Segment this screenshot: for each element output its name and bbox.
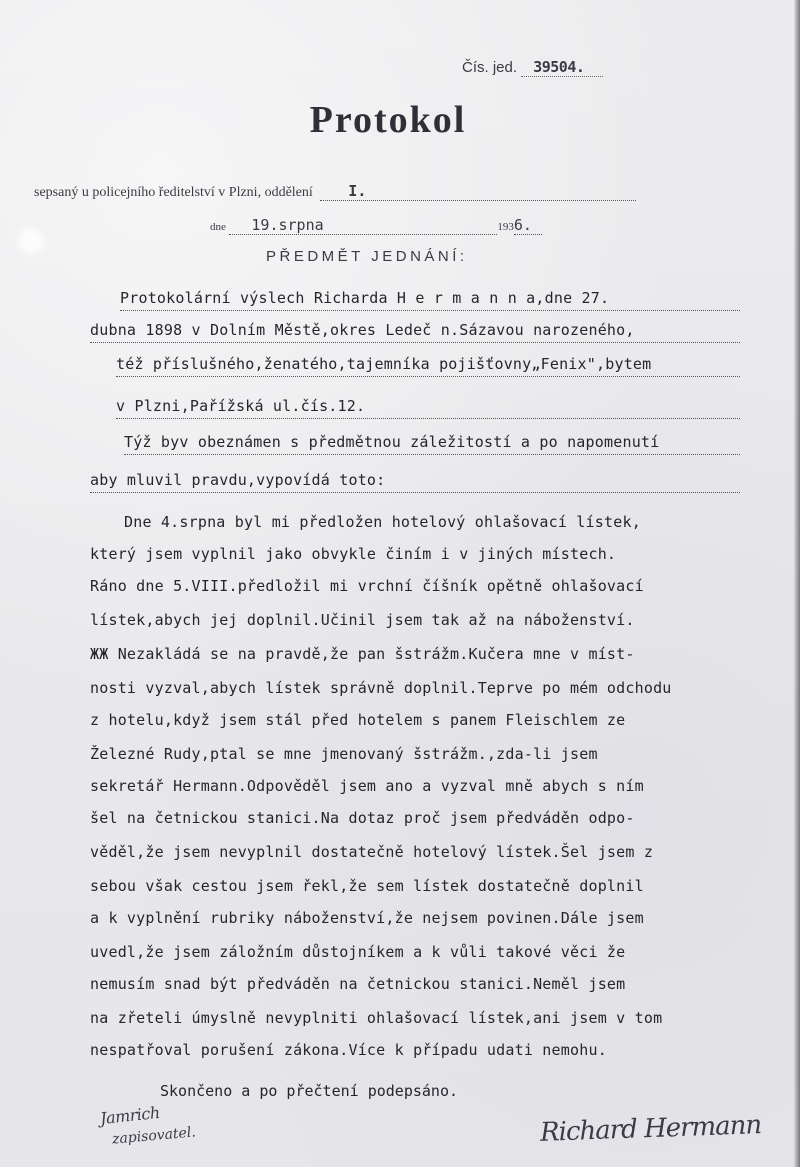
body-line-2: dubna 1898 v Dolním Městě,okres Ledeč n.Sázavou narozeného,: [90, 320, 740, 343]
body-line-4: v Plzni,Pařížská ul.čís.12.: [116, 396, 740, 419]
reference-number-label: Čís. jed.: [462, 59, 518, 76]
clerk-role: zapisovatel.: [111, 1124, 197, 1148]
body-line-10: lístek,abych jej doplnil.Učinil jsem tak až na náboženství.: [90, 611, 635, 629]
department-value: I.: [320, 182, 636, 201]
body-line-20: uvedl,že jsem záložním důstojníkem a k vůli takové věci že: [90, 943, 626, 961]
body-line-11: ЖЖ Nezakládá se na pravdě,že pan šstrážm.Kučera mne v míst-: [90, 645, 635, 663]
document-title: Protokol: [309, 99, 467, 141]
body-line-9: Ráno dne 5.VIII.předložil mi vrchní číšník opětně ohlašovací: [90, 577, 644, 595]
body-line-3: též příslušného,ženatého,tajemníka pojišťovny„Fenix",bytem: [116, 354, 740, 377]
year-prefix: 193: [497, 221, 514, 233]
body-line-14: Železné Rudy,ptal se mne jmenovaný šstrážm.,zda-li jsem: [90, 745, 598, 763]
date-label: dne: [210, 221, 226, 233]
date-value: 19.srpna: [229, 216, 497, 235]
clerk-signature: Jamrich: [99, 1102, 161, 1129]
body-line-16: šel na četnickou stanici.Na dotaz proč jsem předváděn odpo-: [90, 809, 635, 827]
body-line-12: nosti vyzval,abych lístek správně doplnil.Teprve po mém odchodu: [90, 679, 672, 697]
body-line-6: aby mluvil pravdu,vypovídá toto:: [90, 470, 740, 493]
subject-heading: PŘEDMĚT JEDNÁNÍ:: [266, 248, 468, 265]
paper-wear-spot: [18, 228, 44, 254]
date-line: [210, 216, 542, 235]
body-line-15: sekretář Hermann.Odpověděl jsem ano a vyzval mně abych s ním: [90, 777, 644, 795]
body-line-1: Protokolární výslech Richarda H e r m a n n a,dne 27.: [120, 288, 740, 311]
department-line: [34, 182, 636, 201]
reference-number: [462, 58, 603, 77]
body-line-7: Dne 4.srpna byl mi předložen hotelový ohlašovací lístek,: [124, 513, 641, 531]
body-line-19: a k vyplnění rubriky náboženství,že nejsem povinen.Dále jsem: [90, 909, 644, 927]
department-label: sepsaný u policejního ředitelství v Plzni, oddělení: [34, 185, 313, 200]
closing-statement: Skončeno a po přečtení podepsáno.: [160, 1082, 459, 1100]
body-line-5: Týž byv obeznámen s předmětnou záležitostí a po napomenutí: [124, 432, 740, 455]
body-line-18: sebou však cestou jsem řekl,že sem lístek dostatečně doplnil: [90, 877, 644, 895]
body-line-17: věděl,že jsem nevyplnil dostatečně hotelový lístek.Šel jsem z: [90, 843, 654, 861]
body-line-21: nemusím snad být předváděn na četnickou stanici.Neměl jsem: [90, 975, 626, 993]
body-line-13: z hotelu,když jsem stál před hotelem s panem Fleischlem ze: [90, 711, 626, 729]
body-line-23: nespatřoval porušení zákona.Více k případu udati nemohu.: [90, 1041, 607, 1059]
body-line-22: na zřeteli úmyslně nevyplniti ohlašovací lístek,ani jsem v tom: [90, 1009, 663, 1027]
witness-signature: Richard Hermann: [539, 1110, 762, 1148]
reference-number-value: 39504.: [521, 58, 603, 77]
year-suffix: 6.: [514, 216, 542, 235]
page-edge-shadow: [794, 0, 800, 1167]
body-line-8: který jsem vyplnil jako obvykle činím i v jiných místech.: [90, 545, 617, 563]
